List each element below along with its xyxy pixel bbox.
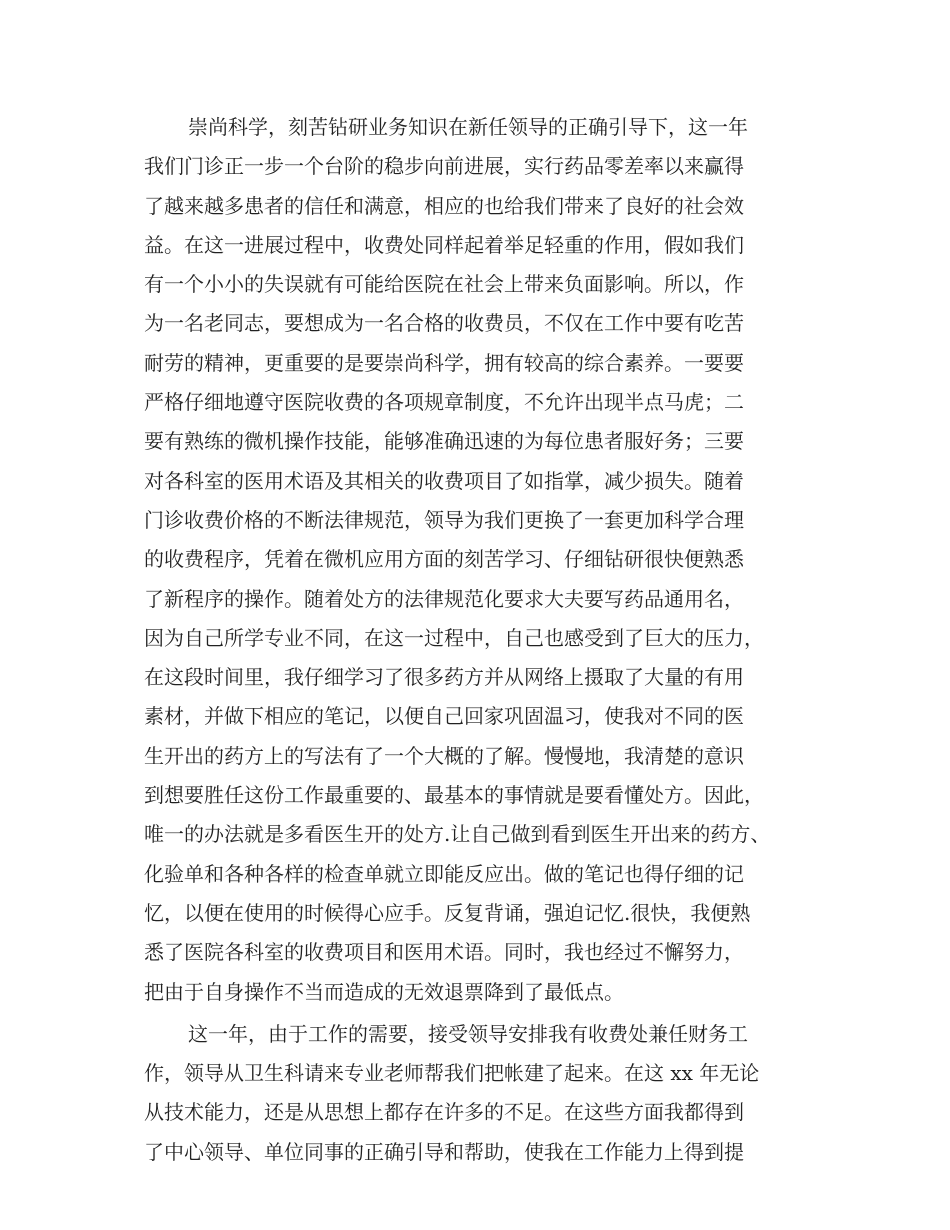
text-line: 从技术能力，还是从思想上都存在许多的不足。在这些方面我都得到 xyxy=(144,1100,744,1125)
text-line: 把由于自身操作不当而造成的无效退票降到了最低点。 xyxy=(144,979,624,1004)
text-line: 了越来越多患者的信任和满意，相应的也给我们带来了良好的社会效 xyxy=(144,193,744,218)
text-line: 为一名老同志，要想成为一名合格的收费员，不仅在工作中要有吃苦 xyxy=(144,311,744,336)
text-line: 因为自己所学专业不同，在这一过程中，自己也感受到了巨大的压力， xyxy=(144,625,764,650)
text-line: 素材，并做下相应的笔记，以便自己回家巩固温习，使我对不同的医 xyxy=(144,704,744,729)
text-line: 益。在这一进展过程中，收费处同样起着举足轻重的作用，假如我们 xyxy=(144,232,744,257)
text-line: 崇尚科学，刻苦钻研业务知识在新任领导的正确引导下，这一年 xyxy=(188,115,748,139)
text-line: 我们门诊正一步一个台阶的稳步向前进展，实行药品零差率以来赢得 xyxy=(144,154,744,179)
text-line: 生开出的药方上的写法有了一个大概的了解。慢慢地，我清楚的意识 xyxy=(144,743,744,768)
text-line: 了中心领导、单位同事的正确引导和帮助，使我在工作能力上得到提 xyxy=(144,1139,744,1164)
text-line: 的收费程序，凭着在微机应用方面的刻苦学习、仔细钻研很快便熟悉 xyxy=(144,547,744,572)
text-line: 严格仔细地遵守医院收费的各项规章制度，不允许出现半点马虎；二 xyxy=(144,390,744,415)
text-line: 在这段时间里，我仔细学习了很多药方并从网络上摄取了大量的有用 xyxy=(144,665,744,690)
paragraph-1 xyxy=(144,108,834,1012)
text-line: 唯一的办法就是多看医生开的处方.让自己做到看到医生开出来的药方、 xyxy=(144,822,771,847)
text-line: 对各科室的医用术语及其相关的收费项目了如指掌，减少损失。随着 xyxy=(144,468,744,493)
text-line: 耐劳的精神，更重要的是要崇尚科学，拥有较高的综合素养。一要要 xyxy=(144,350,744,375)
text-line: 化验单和各种各样的检查单就立即能反应出。做的笔记也得仔细的记 xyxy=(144,861,744,886)
text-line: 忆，以便在使用的时候得心应手。反复背诵，强迫记忆.很快，我便熟 xyxy=(144,900,751,925)
text-line: 门诊收费价格的不断法律规范，领导为我们更换了一套更加科学合理 xyxy=(144,507,744,532)
text-line: 要有熟练的微机操作技能，能够准确迅速的为每位患者服好务；三要 xyxy=(144,429,744,454)
text-line: 这一年，由于工作的需要，接受领导安排我有收费处兼任财务工 xyxy=(188,1021,748,1046)
text-line: 了新程序的操作。随着处方的法律规范化要求大夫要写药品通用名， xyxy=(144,586,744,611)
document-body xyxy=(144,108,834,1172)
text-line: 作，领导从卫生科请来专业老师帮我们把帐建了起来。在这 xx 年无论 xyxy=(144,1061,760,1086)
paragraph-2 xyxy=(144,1015,834,1172)
text-line: 到想要胜任这份工作最重要的、最基本的事情就是要看懂处方。因此， xyxy=(144,783,764,808)
text-line: 有一个小小的失误就有可能给医院在社会上带来负面影响。所以，作 xyxy=(144,272,744,297)
text-line: 悉了医院各科室的收费项目和医用术语。同时，我也经过不懈努力， xyxy=(144,940,744,965)
